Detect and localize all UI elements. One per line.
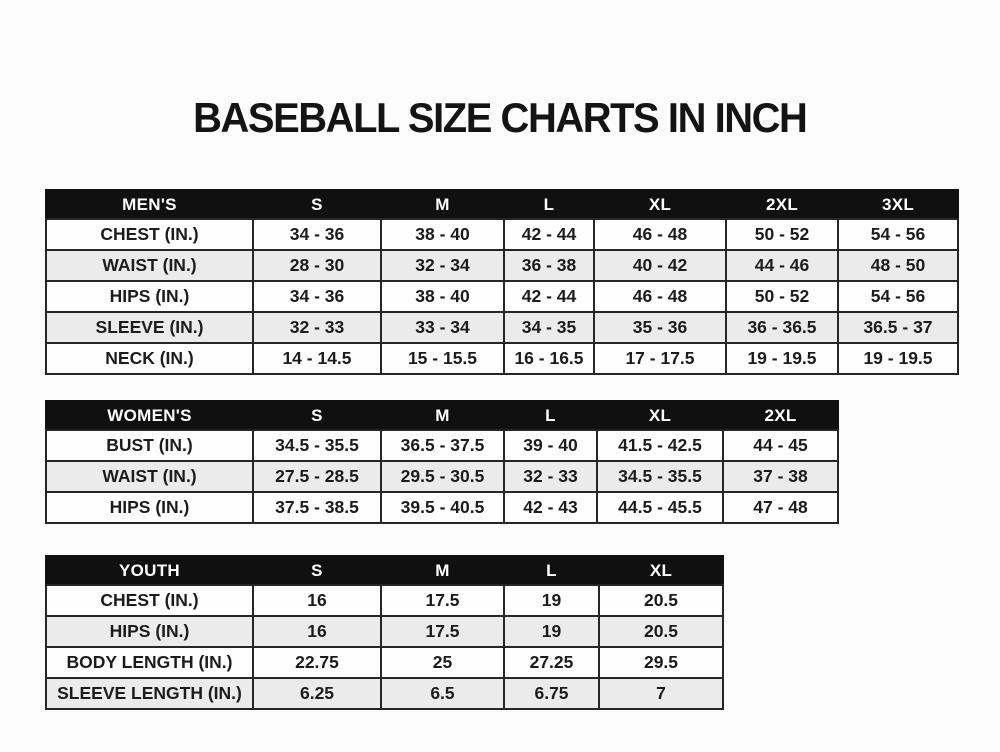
- table-row: [46, 492, 838, 523]
- table-row: [46, 219, 958, 250]
- column-header-size: XL: [597, 401, 723, 430]
- size-value-cell: 36 - 38: [504, 250, 594, 281]
- table-row: [46, 343, 958, 374]
- size-value-cell: 33 - 34: [381, 312, 504, 343]
- size-value-cell: 40 - 42: [594, 250, 726, 281]
- size-value-cell: 27.25: [504, 647, 599, 678]
- row-label: WAIST (IN.): [46, 250, 253, 281]
- size-value-cell: 47 - 48: [723, 492, 838, 523]
- size-value-cell: 54 - 56: [838, 219, 958, 250]
- row-label: WAIST (IN.): [46, 461, 253, 492]
- table-row: [46, 616, 723, 647]
- size-value-cell: 7: [599, 678, 723, 709]
- size-value-cell: 6.5: [381, 678, 504, 709]
- size-value-cell: 16: [253, 585, 381, 616]
- table-row: [46, 250, 958, 281]
- size-value-cell: 46 - 48: [594, 219, 726, 250]
- row-label: HIPS (IN.): [46, 492, 253, 523]
- row-label: SLEEVE LENGTH (IN.): [46, 678, 253, 709]
- size-table-womens: [45, 400, 839, 524]
- column-header-size: 2XL: [726, 190, 838, 219]
- table-title-mens: MEN'S: [46, 190, 253, 219]
- size-value-cell: 44.5 - 45.5: [597, 492, 723, 523]
- size-value-cell: 16: [253, 616, 381, 647]
- column-header-size: 2XL: [723, 401, 838, 430]
- size-value-cell: 54 - 56: [838, 281, 958, 312]
- size-value-cell: 34.5 - 35.5: [597, 461, 723, 492]
- size-value-cell: 32 - 34: [381, 250, 504, 281]
- table-header-row: [46, 401, 838, 430]
- size-value-cell: 29.5 - 30.5: [381, 461, 504, 492]
- size-value-cell: 32 - 33: [504, 461, 597, 492]
- size-value-cell: 44 - 46: [726, 250, 838, 281]
- table-row: [46, 430, 838, 461]
- size-value-cell: 37 - 38: [723, 461, 838, 492]
- column-header-size: S: [253, 190, 381, 219]
- size-value-cell: 39.5 - 40.5: [381, 492, 504, 523]
- size-value-cell: 42 - 43: [504, 492, 597, 523]
- table-row: [46, 678, 723, 709]
- page-title: [0, 92, 1000, 144]
- row-label: CHEST (IN.): [46, 585, 253, 616]
- column-header-size: M: [381, 401, 504, 430]
- size-value-cell: 50 - 52: [726, 281, 838, 312]
- table-row: [46, 281, 958, 312]
- column-header-size: L: [504, 556, 599, 585]
- size-value-cell: 17.5: [381, 616, 504, 647]
- size-value-cell: 17.5: [381, 585, 504, 616]
- column-header-size: XL: [599, 556, 723, 585]
- size-value-cell: 38 - 40: [381, 219, 504, 250]
- row-label: NECK (IN.): [46, 343, 253, 374]
- column-header-size: S: [253, 401, 381, 430]
- size-value-cell: 32 - 33: [253, 312, 381, 343]
- size-value-cell: 19 - 19.5: [726, 343, 838, 374]
- size-value-cell: 25: [381, 647, 504, 678]
- table-title-youth: YOUTH: [46, 556, 253, 585]
- size-value-cell: 27.5 - 28.5: [253, 461, 381, 492]
- size-value-cell: 15 - 15.5: [381, 343, 504, 374]
- size-value-cell: 28 - 30: [253, 250, 381, 281]
- column-header-size: M: [381, 190, 504, 219]
- size-value-cell: 44 - 45: [723, 430, 838, 461]
- column-header-size: L: [504, 190, 594, 219]
- size-value-cell: 6.25: [253, 678, 381, 709]
- size-value-cell: 34 - 36: [253, 281, 381, 312]
- row-label: CHEST (IN.): [46, 219, 253, 250]
- size-value-cell: 14 - 14.5: [253, 343, 381, 374]
- table-title-womens: WOMEN'S: [46, 401, 253, 430]
- size-value-cell: 29.5: [599, 647, 723, 678]
- size-value-cell: 37.5 - 38.5: [253, 492, 381, 523]
- size-value-cell: 19: [504, 616, 599, 647]
- size-value-cell: 38 - 40: [381, 281, 504, 312]
- size-value-cell: 50 - 52: [726, 219, 838, 250]
- size-value-cell: 36 - 36.5: [726, 312, 838, 343]
- page-title-text: BASEBALL SIZE CHARTS IN INCH: [193, 94, 807, 142]
- size-value-cell: 36.5 - 37.5: [381, 430, 504, 461]
- size-value-cell: 48 - 50: [838, 250, 958, 281]
- table-header-row: [46, 190, 958, 219]
- column-header-size: XL: [594, 190, 726, 219]
- size-value-cell: 34 - 36: [253, 219, 381, 250]
- size-table-mens: [45, 189, 959, 375]
- size-value-cell: 39 - 40: [504, 430, 597, 461]
- table-row: [46, 585, 723, 616]
- table-row: [46, 461, 838, 492]
- size-value-cell: 35 - 36: [594, 312, 726, 343]
- row-label: SLEEVE (IN.): [46, 312, 253, 343]
- size-value-cell: 19 - 19.5: [838, 343, 958, 374]
- size-value-cell: 46 - 48: [594, 281, 726, 312]
- size-value-cell: 41.5 - 42.5: [597, 430, 723, 461]
- size-value-cell: 6.75: [504, 678, 599, 709]
- size-value-cell: 42 - 44: [504, 281, 594, 312]
- column-header-size: 3XL: [838, 190, 958, 219]
- size-value-cell: 20.5: [599, 585, 723, 616]
- size-value-cell: 34 - 35: [504, 312, 594, 343]
- column-header-size: S: [253, 556, 381, 585]
- size-value-cell: 17 - 17.5: [594, 343, 726, 374]
- size-value-cell: 34.5 - 35.5: [253, 430, 381, 461]
- size-value-cell: 16 - 16.5: [504, 343, 594, 374]
- row-label: BODY LENGTH (IN.): [46, 647, 253, 678]
- table-header-row: [46, 556, 723, 585]
- size-value-cell: 22.75: [253, 647, 381, 678]
- table-row: [46, 647, 723, 678]
- size-value-cell: 20.5: [599, 616, 723, 647]
- column-header-size: L: [504, 401, 597, 430]
- size-value-cell: 42 - 44: [504, 219, 594, 250]
- size-value-cell: 36.5 - 37: [838, 312, 958, 343]
- size-table-youth: [45, 555, 724, 710]
- row-label: HIPS (IN.): [46, 616, 253, 647]
- size-value-cell: 19: [504, 585, 599, 616]
- table-row: [46, 312, 958, 343]
- column-header-size: M: [381, 556, 504, 585]
- row-label: BUST (IN.): [46, 430, 253, 461]
- row-label: HIPS (IN.): [46, 281, 253, 312]
